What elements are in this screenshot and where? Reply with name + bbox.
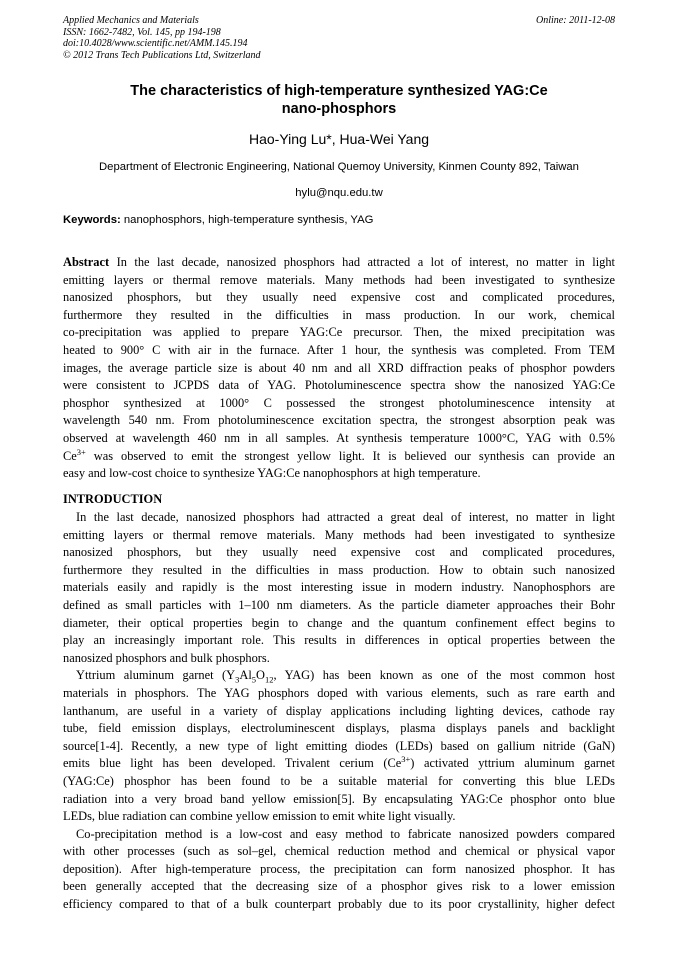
- intro-line: defined as small particles with 1–100 nm diameters. As the particle diameter approaches their Bohr: [63, 597, 615, 612]
- title-line-1: The characteristics of high-temperature synthesized YAG:Ce: [130, 83, 548, 99]
- intro-line: been generally accepted that the decreasing size of a phosphor gives risk to a lower emission: [63, 879, 615, 894]
- abstract-line: furthermore they resulted in the difficulties in mass production. In our work, chemical: [63, 307, 615, 322]
- abstract-line: emitting layers or thermal remove materials. Many methods had been investigated to synthesize: [63, 272, 615, 287]
- intro-line: LEDs, blue radiation can combine yellow emission to emit white light visually.: [63, 809, 456, 824]
- intro-line: lanthanum, are useful in a variety of display applications including lighting devices, cathode ray: [63, 703, 615, 718]
- authors: Hao-Ying Lu*, Hua-Wei Yang: [248, 131, 430, 147]
- intro-line: materials easily and rapidly is the most interesting issue in modern industry. Nanophosphors are: [63, 580, 615, 595]
- intro-line: (YAG:Ce) phosphor has been found to be a suitable material for converting this blue LEDs: [63, 773, 615, 788]
- intro-line: diameter, their optical properties begin to change and the quantum confinement effect begins to: [63, 615, 615, 630]
- abstract-line: co-precipitation was applied to prepare YAG:Ce precursor. Then, the mixed precipitation was: [63, 325, 615, 340]
- intro-line: In the last decade, nanosized phosphors had attracted a great deal of interest, no matter in light: [76, 510, 615, 524]
- intro-line: tube, field emission displays, electroluminescent displays, plasma displays panels and backlight: [63, 721, 615, 736]
- abstract-line: wavelength 540 nm. From photoluminescence excitation spectra, the strongest absorption peak was: [63, 413, 615, 428]
- journal-doi: doi:10.4028/www.scientific.net/AMM.145.194: [63, 38, 248, 49]
- journal-name: Applied Mechanics and Materials: [63, 15, 199, 26]
- abstract-line: observed at wavelength 460 nm in all samples. At synthesis temperature 1000°C, YAG with 0.5%: [63, 430, 615, 445]
- paper-title: [60, 82, 618, 118]
- intro-line: with other processes (such as sol–gel, chemical reduction method and chemical or physical vapor: [63, 844, 615, 859]
- abstract-line: images, the average particle size is about 40 nm and all XRD diffraction peaks of phosphor powders: [63, 360, 615, 375]
- intro-line: furthermore they resulted in the difficulties in mass production. How to obtain such nanosized: [63, 562, 615, 577]
- journal-issn: ISSN: 1662-7482, Vol. 145, pp 194-198: [63, 26, 221, 38]
- section-heading-introduction: INTRODUCTION: [63, 492, 163, 506]
- intro-line: emits blue light has been developed. Trivalent cerium $(Ce^{3+})$ activated yttrium aluminum garnet: [63, 755, 615, 771]
- journal-header: [63, 15, 615, 61]
- abstract-line: heated to 900° C with air in the furnace. After 1 hour, the synthesis was completed. From TEM: [63, 342, 615, 357]
- abstract-line: phosphor synthesized at 1000° C possessed the strongest photoluminescence intensity at: [63, 395, 615, 410]
- affiliation: Department of Electronic Engineering, National Quemoy University, Kinmen County 892, Taiwan: [99, 161, 579, 173]
- keywords-text: nanophosphors, high-temperature synthesis, YAG: [120, 214, 374, 226]
- intro-line: nanosized phosphors, but they usually need expensive cost and complicated procedures,: [63, 545, 615, 560]
- abstract-line: easy and low-cost choice to synthesize YAG:Ce nanophosphors at high temperature.: [63, 466, 481, 481]
- abstract-label: Abstract: [63, 255, 110, 269]
- intro-line: Yttrium aluminum garnet ($Y_3Al_5O_{12}$, YAG) has been known as one of the most common host: [76, 668, 615, 685]
- intro-line: nanosized phosphors and bulk phosphors.: [63, 650, 270, 665]
- abstract-line: nanosized phosphors, but they usually need expensive cost and complicated procedures,: [63, 290, 615, 305]
- abstract-line: Abstract In the last decade, nanosized phosphors had attracted a lot of interest, no matter in light: [63, 255, 615, 269]
- author-email[interactable]: hylu@nqu.edu.tw: [295, 187, 383, 199]
- intro-line: materials in phosphors. The YAG phosphors doped with various elements, such as rare earth and: [63, 685, 615, 700]
- title-line-2: nano-phosphors: [281, 101, 397, 117]
- journal-copyright: © 2012 Trans Tech Publications Ltd, Switzerland: [63, 49, 261, 61]
- intro-line: emitting layers or thermal remove materials. Many methods had been investigated to synthesize: [63, 527, 615, 542]
- intro-line: deposition). After high-temperature process, the precipitation can form nanosized phosphor. It has: [63, 861, 615, 876]
- intro-line: source[1-4]. Recently, a new type of light emitting diodes (LEDs) based on gallium nitride (GaN): [63, 738, 615, 753]
- abstract-line: $Ce^{3+}$ was observed to emit the strongest yellow light. It is believed our synthesis can provide an: [63, 447, 615, 463]
- abstract: [63, 254, 615, 483]
- keywords: [63, 213, 615, 227]
- abstract-line: were consistent to JCPDS data of YAG. Photoluminescence spectra show the nanosized YAG:Ce: [63, 378, 615, 393]
- intro-line: radiation into a very broad band yellow emission[5]. By encapsulating YAG:Ce phosphor onto blue: [63, 791, 615, 806]
- keywords-label: Keywords:: [63, 214, 121, 226]
- online-date: Online: 2011-12-08: [536, 15, 615, 26]
- intro-line: Co-precipitation method is a low-cost and easy method to fabricate nanosized powders compared: [76, 826, 615, 841]
- intro-line: efficiency compared to that of a bulk counterpart probably due to its poor crystallinity, higher defect: [63, 897, 615, 912]
- introduction-body: [63, 509, 615, 914]
- intro-line: play an increasingly important role. This results in differences in optical properties between the: [63, 633, 615, 648]
